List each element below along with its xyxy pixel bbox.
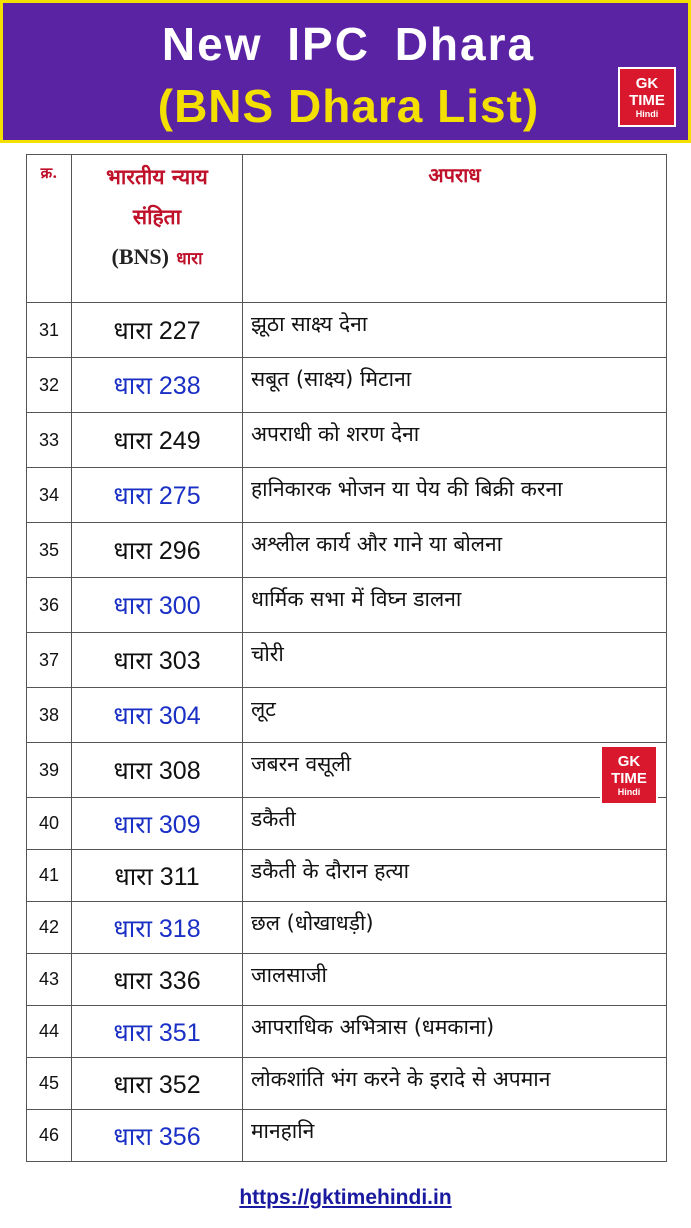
row-crime: अश्लील कार्य और गाने या बोलना [243, 523, 667, 578]
row-crime: सबूत (साक्ष्य) मिटाना [243, 358, 667, 413]
row-crime: छल (धोखाधड़ी) [243, 902, 667, 954]
row-crime: आपराधिक अभित्रास (धमकाना) [243, 1006, 667, 1058]
row-crime: डकैती [243, 798, 667, 850]
watermark-line-3: Hindi [617, 787, 641, 797]
table-row [27, 468, 667, 523]
row-crime: अपराधी को शरण देना [243, 413, 667, 468]
header-bns-line-2: संहिता [132, 204, 182, 229]
row-crime: जालसाजी [243, 954, 667, 1006]
table-row [27, 578, 667, 633]
row-crime: झूठा साक्ष्य देना [243, 303, 667, 358]
row-number: 38 [27, 688, 72, 743]
table-row [27, 850, 667, 902]
row-number: 43 [27, 954, 72, 1006]
row-number: 36 [27, 578, 72, 633]
table-row [27, 954, 667, 1006]
watermark-line-2: TIME [611, 770, 647, 787]
row-number: 33 [27, 413, 72, 468]
row-number: 42 [27, 902, 72, 954]
table-row [27, 1058, 667, 1110]
row-section: धारा 352 [72, 1058, 243, 1110]
title-line-1: New IPC Dhara [161, 18, 536, 70]
row-number: 44 [27, 1006, 72, 1058]
table-body [27, 303, 667, 1162]
row-number: 35 [27, 523, 72, 578]
row-number: 45 [27, 1058, 72, 1110]
header-bns [72, 155, 243, 303]
row-section: धारा 227 [72, 303, 243, 358]
row-number: 46 [27, 1110, 72, 1162]
table-row [27, 902, 667, 954]
row-number: 32 [27, 358, 72, 413]
row-section: धारा 300 [72, 578, 243, 633]
table-row [27, 523, 667, 578]
row-section: धारा 303 [72, 633, 243, 688]
row-crime: मानहानि [243, 1110, 667, 1162]
row-crime: डकैती के दौरान हत्या [243, 850, 667, 902]
row-section: धारा 336 [72, 954, 243, 1006]
row-section: धारा 318 [72, 902, 243, 954]
header-bns-dhara: धारा [176, 249, 203, 269]
row-section: धारा 311 [72, 850, 243, 902]
row-section: धारा 351 [72, 1006, 243, 1058]
row-section: धारा 275 [72, 468, 243, 523]
row-crime: हानिकारक भोजन या पेय की बिक्री करना [243, 468, 667, 523]
row-number: 34 [27, 468, 72, 523]
table-row [27, 688, 667, 743]
row-section: धारा 296 [72, 523, 243, 578]
row-number: 31 [27, 303, 72, 358]
title-line-2: (BNS Dhara List) [157, 80, 540, 132]
row-number: 41 [27, 850, 72, 902]
logo-line-2: TIME [629, 92, 665, 109]
table-row [27, 413, 667, 468]
gk-time-watermark-logo [600, 745, 658, 805]
row-section: धारा 356 [72, 1110, 243, 1162]
row-section: धारा 309 [72, 798, 243, 850]
row-number: 37 [27, 633, 72, 688]
header-bns-abbr: (BNS) [111, 244, 169, 269]
table-row [27, 633, 667, 688]
header-crime: अपराध [243, 155, 667, 303]
row-number: 40 [27, 798, 72, 850]
row-crime: धार्मिक सभा में विघ्न डालना [243, 578, 667, 633]
table-row [27, 1006, 667, 1058]
row-crime: लूट [243, 688, 667, 743]
dhara-table [26, 154, 667, 1162]
watermark-line-1: GK [617, 753, 641, 770]
row-section: धारा 308 [72, 743, 243, 798]
row-section: धारा 249 [72, 413, 243, 468]
row-section: धारा 304 [72, 688, 243, 743]
header-bns-line-1: भारतीय न्याय [106, 164, 208, 189]
gk-time-logo [618, 67, 676, 127]
table-row [27, 303, 667, 358]
title-banner [0, 0, 691, 143]
row-crime: जबरन वसूली [243, 743, 667, 798]
row-crime: चोरी [243, 633, 667, 688]
table-row [27, 1110, 667, 1162]
logo-line-3: Hindi [635, 109, 659, 119]
website-link[interactable]: https://gktimehindi.in [239, 1186, 452, 1209]
table-row [27, 743, 667, 798]
header-number: क्र. [27, 155, 72, 303]
row-section: धारा 238 [72, 358, 243, 413]
table-row [27, 798, 667, 850]
row-number: 39 [27, 743, 72, 798]
table-row [27, 358, 667, 413]
logo-line-1: GK [635, 75, 659, 92]
table-header-row [27, 155, 667, 303]
header-bns-line-3 [72, 237, 242, 279]
row-crime: लोकशांति भंग करने के इरादे से अपमान [243, 1058, 667, 1110]
